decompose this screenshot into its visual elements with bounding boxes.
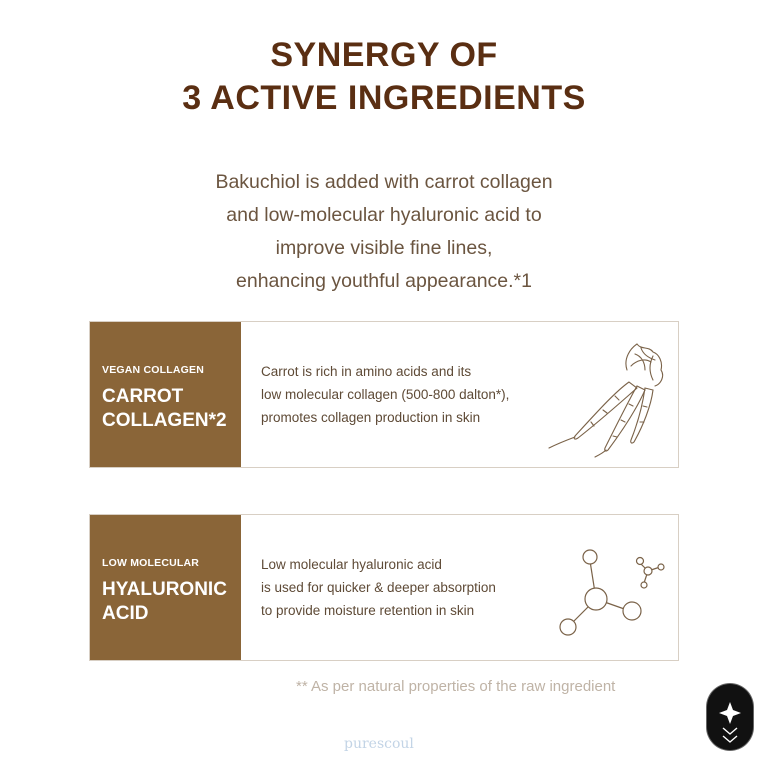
ingredient-tag: VEGAN COLLAGEN <box>102 364 204 376</box>
ingredient-name-line: COLLAGEN*2 <box>102 410 227 431</box>
description-line: to provide moisture retention in skin <box>261 603 475 618</box>
ingredient-name-line: HYALURONIC <box>102 579 227 600</box>
brand-badge-icon[interactable] <box>707 684 753 750</box>
intro-line: Bakuchiol is added with carrot collagen <box>215 171 553 193</box>
ingredient-tag: LOW MOLECULAR <box>102 557 200 569</box>
footnote: ** As per natural properties of the raw ingredient <box>296 678 616 695</box>
ingredient-name-line: CARROT <box>102 386 184 407</box>
description-line: is used for quicker & deeper absorption <box>261 580 496 595</box>
page-title <box>0 34 768 120</box>
ingredient-label-panel <box>90 322 241 467</box>
title-line-2: 3 ACTIVE INGREDIENTS <box>182 79 586 117</box>
carrot-illustration <box>545 340 670 458</box>
ingredient-card-hyaluronic <box>89 514 679 661</box>
description-line: promotes collagen production in skin <box>261 410 481 425</box>
title-line-1: SYNERGY OF <box>270 36 498 74</box>
ingredient-card-carrot <box>89 321 679 468</box>
description-line: Low molecular hyaluronic acid <box>261 557 442 572</box>
intro-text <box>0 166 768 298</box>
description-line: low molecular collagen (500-800 dalton*), <box>261 387 510 402</box>
intro-line: enhancing youthful appearance.*1 <box>236 270 532 292</box>
watermark-text: purescoul <box>344 736 414 752</box>
intro-line: and low-molecular hyaluronic acid to <box>226 204 542 226</box>
molecule-illustration <box>556 541 666 641</box>
ingredient-description <box>261 553 496 622</box>
ingredient-description <box>261 360 509 429</box>
ingredient-name-line: ACID <box>102 603 149 624</box>
description-line: Carrot is rich in amino acids and its <box>261 364 472 379</box>
sparkle-icon <box>707 684 753 750</box>
ingredient-label-panel <box>90 515 241 660</box>
intro-line: improve visible fine lines, <box>275 237 493 259</box>
